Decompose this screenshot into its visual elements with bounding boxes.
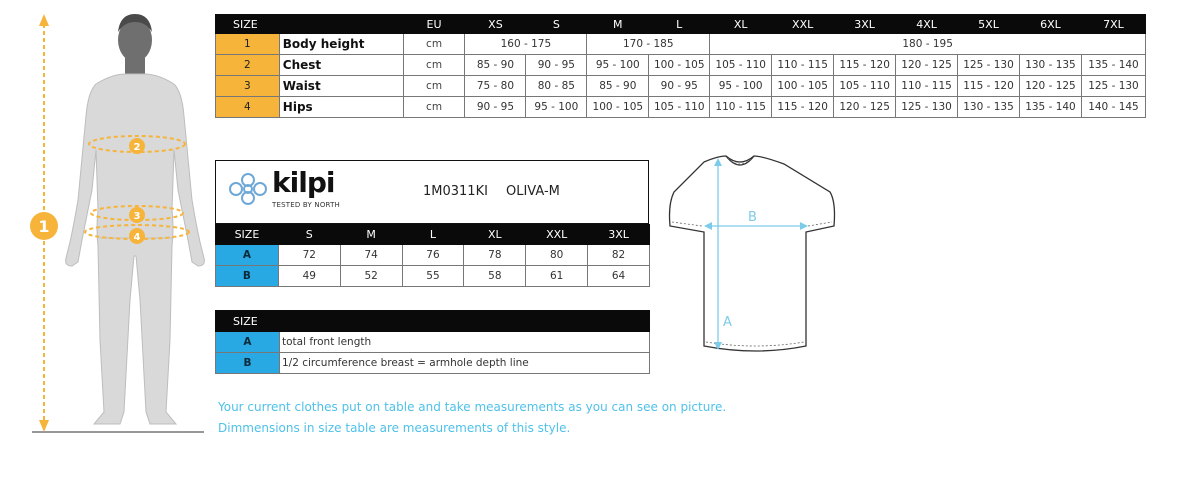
- header-xs: XS: [465, 15, 526, 34]
- cell: 90 - 95: [526, 55, 587, 76]
- cell: 120 - 125: [834, 97, 896, 118]
- table-row-waist: [216, 76, 1146, 97]
- brand-box: [215, 160, 649, 224]
- cell: 95 - 100: [710, 76, 772, 97]
- cell-merged: 170 - 185: [587, 34, 710, 55]
- legend-header: [216, 311, 650, 332]
- cell: 105 - 110: [649, 97, 710, 118]
- header-3xl: 3XL: [588, 225, 650, 245]
- cell: 105 - 110: [710, 55, 772, 76]
- table-row-a: [216, 245, 650, 266]
- header-7xl: 7XL: [1081, 15, 1145, 34]
- cell: 95 - 100: [526, 97, 587, 118]
- row-label: Chest: [279, 55, 403, 76]
- cell: 55: [402, 266, 464, 287]
- row-key: B: [216, 266, 279, 287]
- table-row-b: [216, 266, 650, 287]
- height-badge-label: 1: [38, 217, 50, 236]
- cell: 125 - 130: [1081, 76, 1145, 97]
- cell: 130 - 135: [1019, 55, 1081, 76]
- cell: 80: [526, 245, 588, 266]
- legend-row-a: [216, 332, 650, 353]
- row-unit: cm: [403, 55, 465, 76]
- cell: 110 - 115: [710, 97, 772, 118]
- header-xl: XL: [710, 15, 772, 34]
- cell: 110 - 115: [772, 55, 834, 76]
- header-s: S: [526, 15, 587, 34]
- cell: 105 - 110: [834, 76, 896, 97]
- cell: 130 - 135: [958, 97, 1020, 118]
- product-size-table: [215, 224, 650, 287]
- row-unit: cm: [403, 34, 465, 55]
- size-table-header: [216, 15, 1146, 34]
- table-row-chest: [216, 55, 1146, 76]
- cell: 64: [588, 266, 650, 287]
- cell: 82: [588, 245, 650, 266]
- brand-tagline: TESTED BY NORTH: [272, 201, 341, 209]
- product-name: OLIVA-M: [506, 184, 560, 199]
- size-table: [215, 14, 1146, 118]
- cell: 85 - 90: [465, 55, 526, 76]
- note-dimensions: Dimmensions in size table are measurements of this style.: [218, 421, 571, 435]
- cell-merged: 180 - 195: [710, 34, 1146, 55]
- cell: 135 - 140: [1019, 97, 1081, 118]
- cell: 120 - 125: [896, 55, 958, 76]
- chest-badge-label: 2: [133, 142, 141, 153]
- header-eu: EU: [403, 15, 465, 34]
- cell: 58: [464, 266, 526, 287]
- row-number: 4: [216, 97, 280, 118]
- cell: 78: [464, 245, 526, 266]
- cell: 100 - 105: [587, 97, 649, 118]
- header-5xl: 5XL: [958, 15, 1020, 34]
- row-label: Body height: [279, 34, 403, 55]
- cell: 52: [340, 266, 402, 287]
- header-m: M: [587, 15, 649, 34]
- row-key: A: [216, 245, 279, 266]
- cell: 74: [340, 245, 402, 266]
- waist-badge-label: 3: [133, 211, 141, 222]
- product-code: 1M0311KI: [423, 184, 488, 199]
- legend-table: [215, 310, 650, 374]
- header-size: SIZE: [216, 225, 279, 245]
- header-3xl: 3XL: [834, 15, 896, 34]
- table-row-body-height: [216, 34, 1146, 55]
- legend-header-size: SIZE: [216, 311, 650, 332]
- header-xl: XL: [464, 225, 526, 245]
- cell: 95 - 100: [587, 55, 649, 76]
- product-table-header: [216, 225, 650, 245]
- knot-logo-icon: [224, 171, 272, 207]
- cell: 115 - 120: [772, 97, 834, 118]
- cell: 90 - 95: [649, 76, 710, 97]
- legend-row-b: [216, 353, 650, 374]
- row-number: 3: [216, 76, 280, 97]
- row-label: Hips: [279, 97, 403, 118]
- header-size: SIZE: [216, 15, 404, 34]
- row-label: Waist: [279, 76, 403, 97]
- cell: 85 - 90: [587, 76, 649, 97]
- measure-b-label: B: [748, 210, 757, 225]
- legend-desc: 1/2 circumference breast = armhole depth line: [280, 353, 650, 374]
- cell: 72: [278, 245, 340, 266]
- legend-key: B: [216, 353, 280, 374]
- measure-a-label: A: [723, 315, 732, 330]
- figure-body: [66, 74, 205, 424]
- cell: 140 - 145: [1081, 97, 1145, 118]
- cell: 49: [278, 266, 340, 287]
- cell: 80 - 85: [526, 76, 587, 97]
- cell: 76: [402, 245, 464, 266]
- table-row-hips: [216, 97, 1146, 118]
- cell: 90 - 95: [465, 97, 526, 118]
- cell: 115 - 120: [834, 55, 896, 76]
- brand-logo-text: kilpi: [272, 166, 335, 199]
- hips-badge-label: 4: [133, 232, 141, 243]
- legend-key: A: [216, 332, 280, 353]
- body-figure: [0, 0, 215, 478]
- cell-merged: 160 - 175: [465, 34, 587, 55]
- note-measure-instructions: Your current clothes put on table and take measurements as you can see on picture.: [218, 400, 727, 414]
- tshirt-diagram: [660, 150, 850, 355]
- cell: 100 - 105: [772, 76, 834, 97]
- header-m: M: [340, 225, 402, 245]
- tshirt-outline: [670, 156, 835, 351]
- header-4xl: 4XL: [896, 15, 958, 34]
- cell: 125 - 130: [896, 97, 958, 118]
- row-number: 1: [216, 34, 280, 55]
- cell: 135 - 140: [1081, 55, 1145, 76]
- header-6xl: 6XL: [1019, 15, 1081, 34]
- cell: 100 - 105: [649, 55, 710, 76]
- cell: 75 - 80: [465, 76, 526, 97]
- header-l: L: [649, 15, 710, 34]
- header-s: S: [278, 225, 340, 245]
- cell: 120 - 125: [1019, 76, 1081, 97]
- header-xxl: XXL: [526, 225, 588, 245]
- header-xxl: XXL: [772, 15, 834, 34]
- row-unit: cm: [403, 97, 465, 118]
- row-unit: cm: [403, 76, 465, 97]
- legend-desc: total front length: [280, 332, 650, 353]
- cell: 125 - 130: [958, 55, 1020, 76]
- cell: 110 - 115: [896, 76, 958, 97]
- cell: 61: [526, 266, 588, 287]
- figure-neck: [125, 58, 145, 76]
- cell: 115 - 120: [958, 76, 1020, 97]
- row-number: 2: [216, 55, 280, 76]
- header-l: L: [402, 225, 464, 245]
